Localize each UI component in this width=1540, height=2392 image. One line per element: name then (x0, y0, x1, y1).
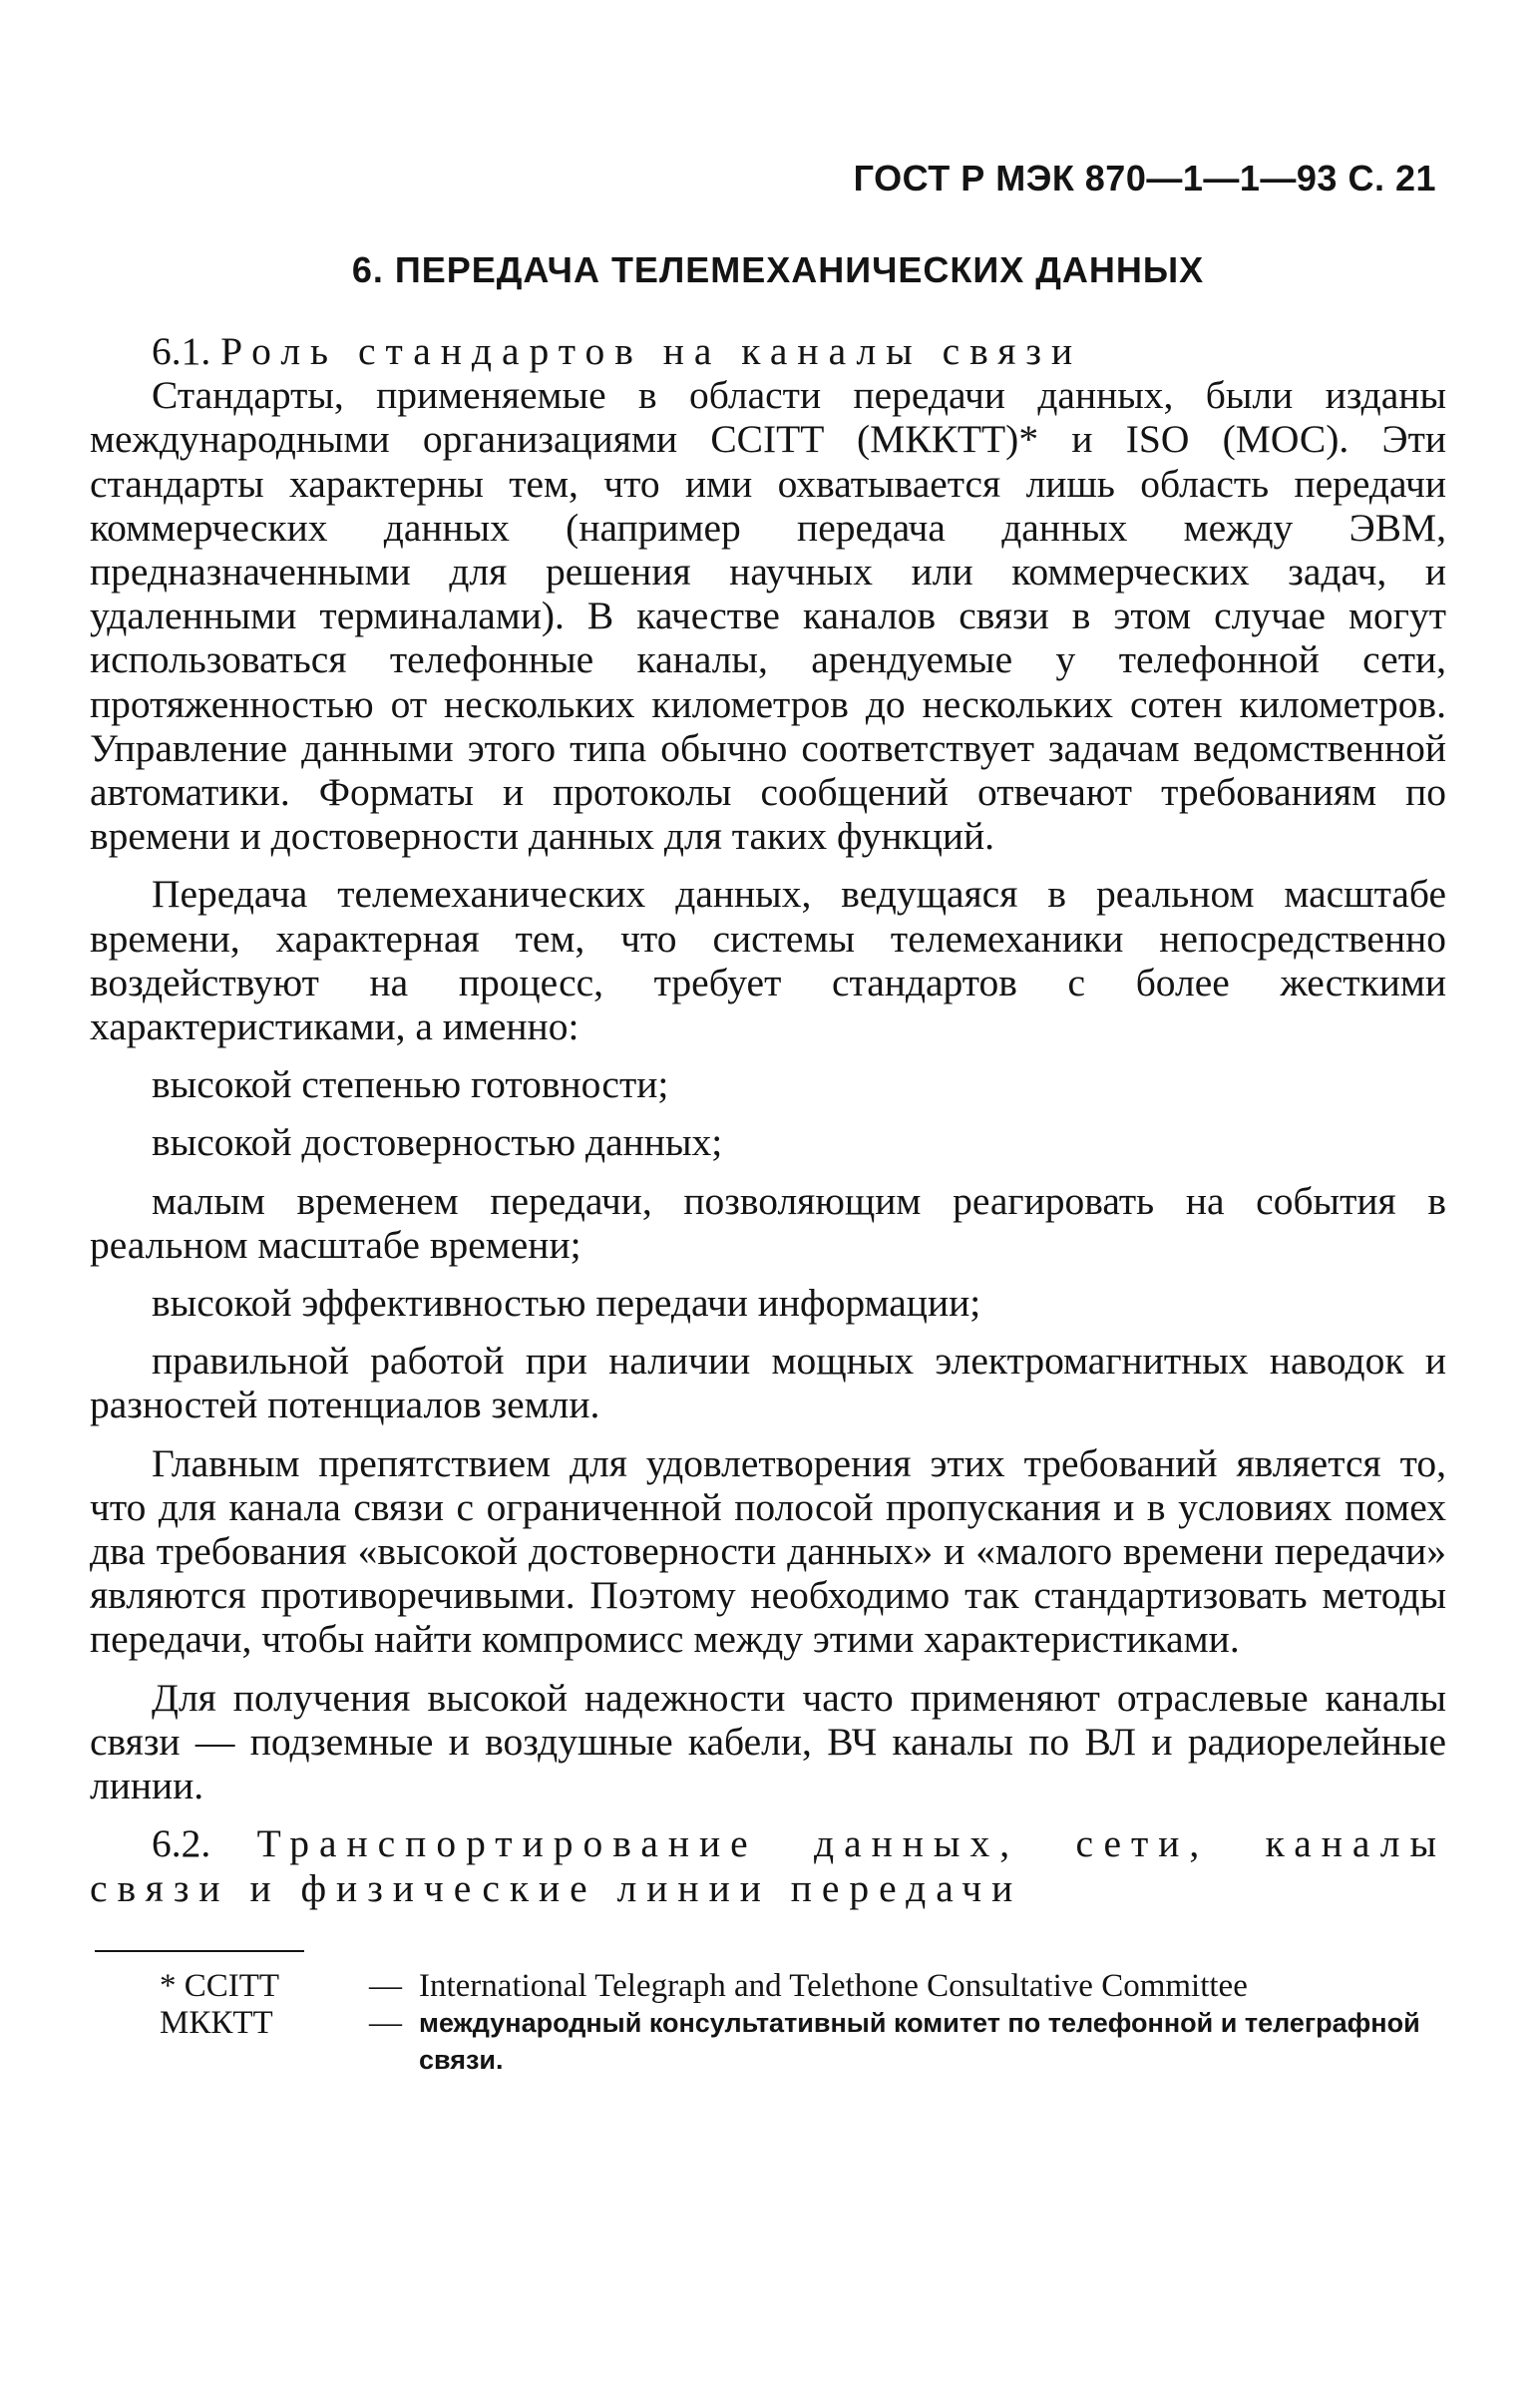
list-item: высокой эффективностью передачи информации; (152, 1281, 981, 1326)
paragraph: Главным препятствием для удовлетворения этих требований является то, что для канала связи с ограниченной полосой пропускания и в условиях помех два требования «высокой достоверности данных» и «малого времени передачи» являются противоречивыми. Поэтому необходимо так стандартизовать методы передачи, чтобы найти компромисс между этими характеристиками. (90, 1440, 1446, 1662)
paragraph: Передача телемеханических данных, ведущаяся в реальном масштабе времени, характерная тем, что системы телемеханики непосредственно воздействуют на процесс, требует стандартов с более жесткими характеристиками, а именно: (90, 872, 1446, 1049)
footnote-dash: — (369, 1967, 402, 2004)
subsection-number: 6.2. (152, 1821, 211, 1866)
paragraph: Для получения высокой надежности часто применяют отраслевые каналы связи — подземные и воздушные кабели, ВЧ каналы по ВЛ и радиорелейные линии. (90, 1675, 1446, 1808)
list-item: правильной работой при наличии мощных электромагнитных наводок и разностей потенциалов земли. (90, 1339, 1446, 1427)
body-text (90, 329, 1446, 2079)
footnote-definition: международный консультативный комитет по телефонной и телеграфной связи. (419, 2007, 1420, 2075)
footnote (160, 1968, 1446, 2005)
running-header: ГОСТ Р МЭК 870—1—1—93 С. 21 (853, 158, 1436, 199)
list-item: высокой степенью готовности; (152, 1062, 669, 1107)
footnote-separator (95, 1950, 304, 1952)
subsection-heading (90, 329, 1446, 373)
list-item: малым временем передачи, позволяющим реагировать на события в реальном масштабе времени; (90, 1178, 1446, 1267)
footnotes (160, 1968, 1446, 2079)
paragraph: Стандарты, применяемые в области передачи данных, были изданы международными организациями CCITT (МККТТ)* и ISO (МОС). Эти стандарты характерны тем, что ими охватывается лишь область передачи коммерческих данных (например передача данных между ЭВМ, предназначенными для решения научных или коммерческих задач, и удаленными терминалами). В качестве каналов связи в этом случае могут использоваться телефонные каналы, арендуемые у телефонной сети, протяженностью от нескольких километров до нескольких сотен километров. Управление данными этого типа обычно соответствует задачам ведомственной автоматики. Форматы и протоколы сообщений отвечают требованиям по времени и достоверности данных для таких функций. (90, 373, 1446, 859)
list-item: высокой достоверностью данных; (152, 1120, 723, 1165)
footnote-dash: — (369, 2004, 402, 2041)
footnote (160, 2005, 1446, 2079)
footnote-term: * CCITT (160, 1967, 280, 2004)
footnote-definition: International Telegraph and Telethone Consultative Committee (419, 1967, 1248, 2004)
subsection-heading (90, 1821, 1446, 1909)
subsection-title: Роль стандартов на каналы связи (220, 329, 1083, 373)
subsection-number: 6.1. (152, 329, 211, 373)
subsection-title: Транспортирование данных, сети, каналы связи и физические линии передачи (90, 1821, 1447, 1910)
footnote-term: МККТТ (160, 2004, 273, 2041)
section-title: 6. ПЕРЕДАЧА ТЕЛЕМЕХАНИЧЕСКИХ ДАННЫХ (351, 249, 1205, 290)
